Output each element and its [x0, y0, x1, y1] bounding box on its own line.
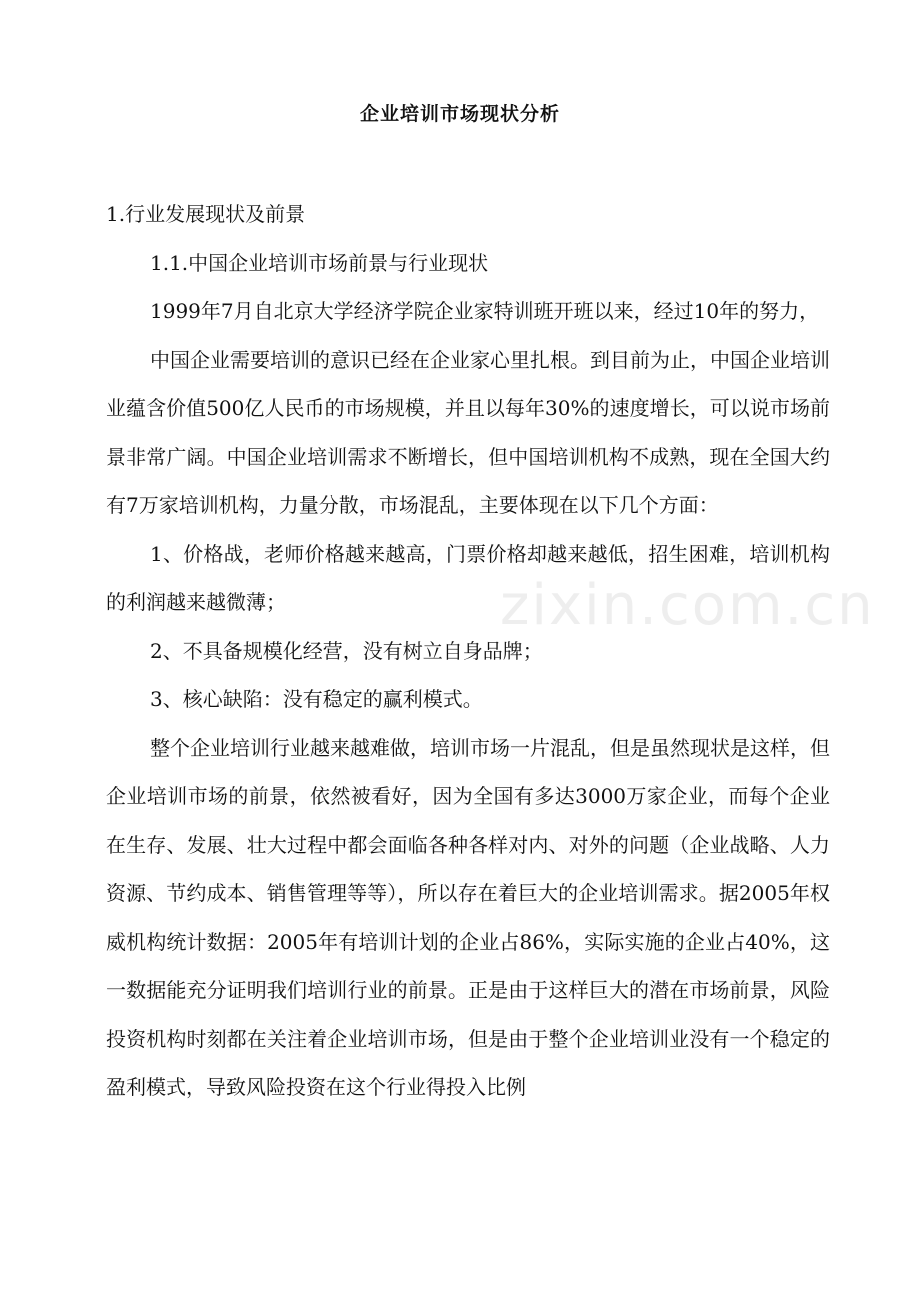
document-title: 企业培训市场现状分析 — [359, 103, 560, 125]
watermark: zixin.com.cn — [500, 573, 875, 638]
section-heading-1: 1.行业发展现状及前景 — [106, 202, 306, 226]
section-heading-1-1: 1.1.中国企业培训市场前景与行业现状 — [150, 250, 489, 275]
list-item-no-scale: 2、不具备规模化经营，没有树立自身品牌； — [150, 638, 543, 663]
list-item-core-defect: 3、核心缺陷：没有稳定的赢利模式。 — [150, 687, 483, 711]
paragraph-market-overview: 中国企业需要培训的意识已经在企业家心里扎根。到目前为止，中国企业培训业蕴含价值500亿人民币的市场规模，并且以每年30%的速度增长，可以说市场前景非常广阔。中国企业培训需求不断增长，但中国培训机构不成熟，现在全国大约有7万家培训机构，力量分散，市场混乱，主要体现在以下几个方面： — [106, 347, 830, 517]
list-item-price-war: 1、价格战，老师价格越来越高，门票价格却越来越低，招生困难，培训机构的利润越来越微薄； — [106, 541, 830, 614]
paragraph-history: 1999年7月自北京大学经济学院企业家特训班开班以来，经过10年的努力， — [150, 299, 820, 323]
paragraph-market-outlook: 整个企业培训行业越来越难做，培训市场一片混乱，但是虽然现状是这样，但企业培训市场的前景，依然被看好，因为全国有多达3000万家企业，而每个企业在生存、发展、壮大过程中都会面临各种各样对内、对外的问题（企业战略、人力资源、节约成本、销售管理等等），所以存在着巨大的企业培训需求。据2005年权威机构统计数据：2005年有培训计划的企业占86%，实际实施的企业占40%，这一数据能充分证明我们培训行业的前景。正是由于这样巨大的潜在市场前景，风险投资机构时刻都在关注着企业培训市场，但是由于整个企业培训业没有一个稳定的盈利模式，导致风险投资在这个行业得投入比例 — [106, 735, 830, 1099]
document-body — [106, 190, 830, 1112]
